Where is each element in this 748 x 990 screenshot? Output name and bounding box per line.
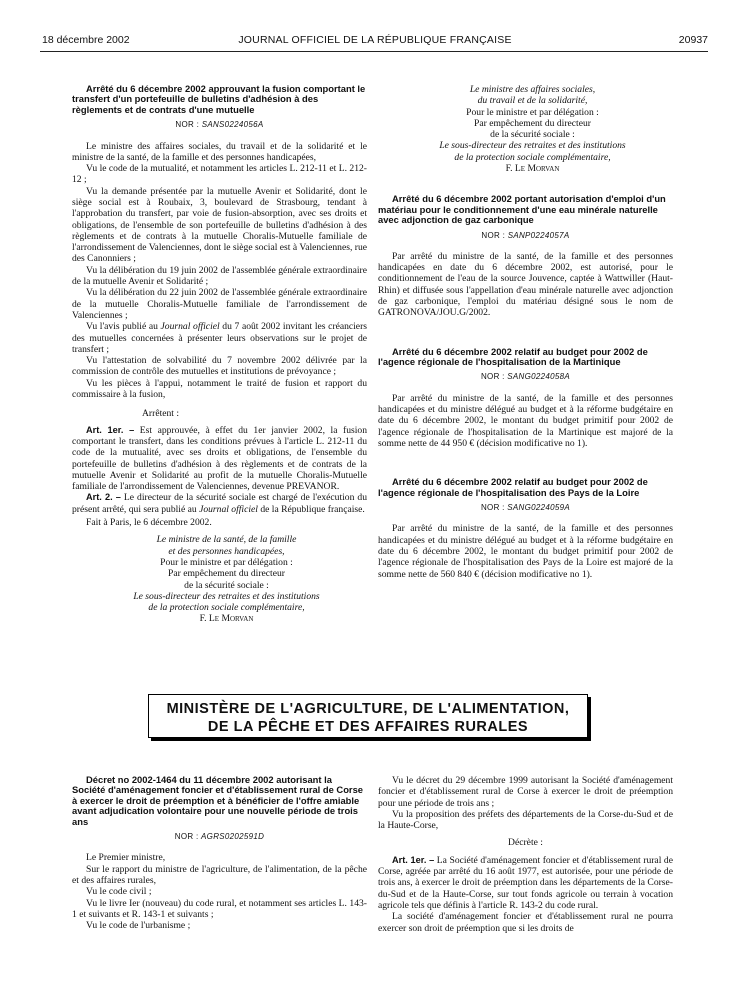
nor-reference [378,371,673,382]
signature-line: Pour le ministre et par délégation : [160,556,293,568]
signature-block [378,84,673,174]
paragraph: Vu la proposition des préfets des départements de la Corse-du-Sud et de la Haute-Corse, [378,808,673,832]
left-column [72,84,367,625]
nor-label: NOR : [481,230,506,240]
header-date: 18 décembre 2002 [42,34,130,46]
paragraph: Vu le code de la mutualité, et notamment les articles L. 212-11 et L. 212-12 ; [72,163,367,186]
article-2 [72,492,367,515]
decree-title: Décret no 2002-1464 du 11 décembre 2002 autorisant la Société d'aménagement foncier et d'établissement rural de Corse à exercer le droit de préemption et à bénéficier de l'offre amiable avant adjudication volontaire pour une nouvelle période de trois ans [72,774,364,827]
article-title: Arrêté du 6 décembre 2002 relatif au budget pour 2002 de l'agence régionale de l'hospitalisation de la Martinique [378,345,648,368]
nor-reference [378,230,673,241]
signatory-name: F. Le Morvan [199,613,254,625]
nor-code: SANG0224059A [507,503,571,513]
paragraph: Par arrêté du ministre de la santé, de la famille et des personnes handicapées et du ministre délégué au budget et à la réforme budgétaire en date du 6 décembre 2002, le montant du budget primitif pour 2002 de l'agence régionale de l'hospitalisation des Pays de la Loire est majoré de la somme nette de 560 840 € (décision modificative no 1). [378,523,673,580]
paragraph: Par arrêté du ministre de la santé, de la famille et des personnes handicapées en date du 6 décembre 2002, est autorisé, pour le conditionnement de l'eau de la source Jouvence, captée à Wattwiller (Haut-Rhin) et diffusée sous l'appellation d'eau minérale naturelle avec adjonction de gaz carbonique, l'emploi du matériau désigné sous le nom de GATRONOVA/JOU.G/2002. [378,250,673,319]
nor-label: NOR : [175,120,200,130]
fait-a-paris: Fait à Paris, le 6 décembre 2002. [86,517,212,529]
text: La Société d'aménagement foncier et d'établissement rural de Corse, agréée par arrêté du 16 août 1977, est autorisée, pour une période de trois ans, à exercer le droit de préemption dans les départements de la Corse-du-Sud et de la Haute-Corse, sur tout fonds agricole ou terrain à vocation agricole tels que définis à l'article R. 143-2 du code rural. [378,854,673,911]
nor-reference [378,502,673,513]
arretent-heading: Arrêtent : [142,408,180,420]
nor-label: NOR : [480,503,505,513]
nor-reference [72,119,367,130]
journal-officiel-ref: Journal officiel [199,503,258,515]
nor-code: AGRS0202591D [201,832,265,842]
ministry-line: MINISTÈRE DE L'AGRICULTURE, DE L'ALIMENTATION, [166,701,570,717]
article-label: Art. 2. – [86,492,121,503]
paragraph: Par arrêté du ministre de la santé, de la famille et des personnes handicapées et du ministre délégué au budget et à la réforme budgétaire en date du 6 décembre 2002, le montant du budget primitif pour 2002 de l'agence régionale de l'hospitalisation de la Martinique est majoré de la somme nette de 44 950 € (décision modificative no 1). [378,392,673,449]
nor-code: SANP0224057A [507,230,570,240]
paragraph: Vu la demande présentée par la mutuelle Avenir et Solidarité, dont le siège social est à Roubaix, 3, boulevard de Strasbourg, tendant à l'approbation du transfert, par voie de fusion-absorption, avec ses droits et obligations, de l'ensemble de son portefeuille de bulletins d'adhésion à des règlements et de contrats à la mutuelle Choralis-Mutuelle familiale de l'arrondissement de Valenciennes, dont le siège social est à Valenciennes, rue des Canonniers ; [72,185,367,265]
header-rule [40,51,708,52]
signature-line: de la protection sociale complémentaire, [148,602,305,614]
article-title: Arrêté du 6 décembre 2002 approuvant la fusion comportant le transfert d'un portefeuille de bulletins d'adhésion à des règlements et de contrats d'une mutuelle [72,83,366,115]
nor-code: SANG0224058A [507,372,571,382]
signature-line: Par empêchement du directeur [474,117,591,129]
paragraph: Sur le rapport du ministre de l'agriculture, de l'alimentation, de la pêche et des affaires rurales, [72,863,367,886]
ministry-line: DE LA PÊCHE ET DES AFFAIRES RURALES [207,719,529,735]
signature-line: du travail et de la solidarité, [477,95,588,107]
text: du 7 août 2002 invitant les créanciers des mutuelles concernées à présenter leurs observations sur le projet de transfert ; [72,321,367,355]
nor-reference [72,831,367,842]
paragraph: Vu la délibération du 22 juin 2002 de l'assemblée générale extraordinaire de la mutuelle Choralis-Mutuelle familiale de l'arrondissement de Valenciennes ; [72,287,367,321]
paragraph: Vu le livre Ier (nouveau) du code rural, et notamment ses articles L. 143-1 et suivants et R. 143-1 et suivants ; [72,897,367,920]
nor-label: NOR : [480,372,505,382]
paragraph: Vu l'attestation de solvabilité du 7 novembre 2002 délivrée par la commission de contrôle des mutuelles et institutions de prévoyance ; [72,355,367,378]
bottom-right-column [378,775,673,934]
text: de la République française. [257,503,365,515]
decrete-heading: Décrète : [508,837,543,849]
article-title: Arrêté du 6 décembre 2002 portant autorisation d'emploi d'un matériau pour le conditionnement d'une eau minérale naturelle avec adjonction de gaz carbonique [378,193,666,226]
signatory-name: F. Le Morvan [505,163,560,175]
paragraph: Vu le code civil ; [86,886,152,898]
text: Le directeur de la sécurité sociale est chargé de l'exécution du présent arrêté, qui sera publié au [72,492,368,515]
nor-label: NOR : [174,832,199,842]
header-page-number: 20937 [678,34,708,46]
article-title: Arrêté du 6 décembre 2002 relatif au budget pour 2002 de l'agence régionale de l'hospitalisation des Pays de la Loire [378,476,648,498]
header-journal-title: JOURNAL OFFICIEL DE LA RÉPUBLIQUE FRANÇAISE [238,34,512,46]
bottom-left-column [72,775,367,931]
signature-line: Le ministre de la santé, de la famille [156,534,297,546]
paragraph: Vu le code de l'urbanisme ; [86,920,191,932]
signature-line: de la sécurité sociale : [184,579,269,591]
paragraph [72,321,367,355]
signature-line: Pour le ministre et par délégation : [466,106,599,118]
journal-officiel-ref: Journal officiel [160,321,220,333]
paragraph: La société d'aménagement foncier et d'établissement rural ne pourra exercer son droit de préemption que si les droits de [378,911,673,934]
article-1 [72,425,367,493]
signature-line: de la protection sociale complémentaire, [454,151,611,163]
paragraph: Le ministre des affaires sociales, du travail et de la solidarité et le ministre de la santé, de la famille et des personnes handicapées, [72,140,367,163]
article-1 [378,855,673,911]
paragraph: Le Premier ministre, [86,852,166,864]
text: Vu l'avis publié au [86,321,161,333]
running-header [42,34,708,50]
signature-line: Par empêchement du directeur [168,568,285,580]
signature-line: de la sécurité sociale : [490,129,575,141]
article-label: Art. 1er. – [86,424,135,435]
paragraph: Vu le décret du 29 décembre 1999 autorisant la Société d'aménagement foncier et d'établissement rural de Corse à exercer le droit de préemption pour une période de trois ans ; [378,775,673,809]
signature-line: et des personnes handicapées, [168,545,285,557]
paragraph: Vu la délibération du 19 juin 2002 de l'assemblée générale extraordinaire de la mutuelle Avenir et Solidarité ; [72,264,367,288]
text: Est approuvée, à effet du 1er janvier 2002, la fusion comportant le transfert, dans les conditions prévues à l'article L. 212-11 du code de la mutualité, avec ses droits et obligations, de l'ensemble du portefeuille de bulletins d'adhésion à des règlements et de contrats de la mutuelle Avenir et Solidarité au profit de la mutuelle Choralis-Mutuelle familiale de l'arrondissement de Valenciennes, devenue PREVANOR. [72,424,367,493]
nor-code: SANS0224056A [201,120,264,130]
right-column [378,84,673,580]
ministry-heading-box [148,694,588,738]
signature-block [72,534,367,624]
paragraph: Vu les pièces à l'appui, notamment le traité de fusion et rapport du commissaire à la fusion, [72,377,367,401]
signature-line: Le ministre des affaires sociales, [469,84,596,95]
article-label: Art. 1er. – [392,854,435,865]
signature-line: Le sous-directeur des retraites et des institutions [133,590,320,602]
signature-line: Le sous-directeur des retraites et des institutions [439,140,626,152]
